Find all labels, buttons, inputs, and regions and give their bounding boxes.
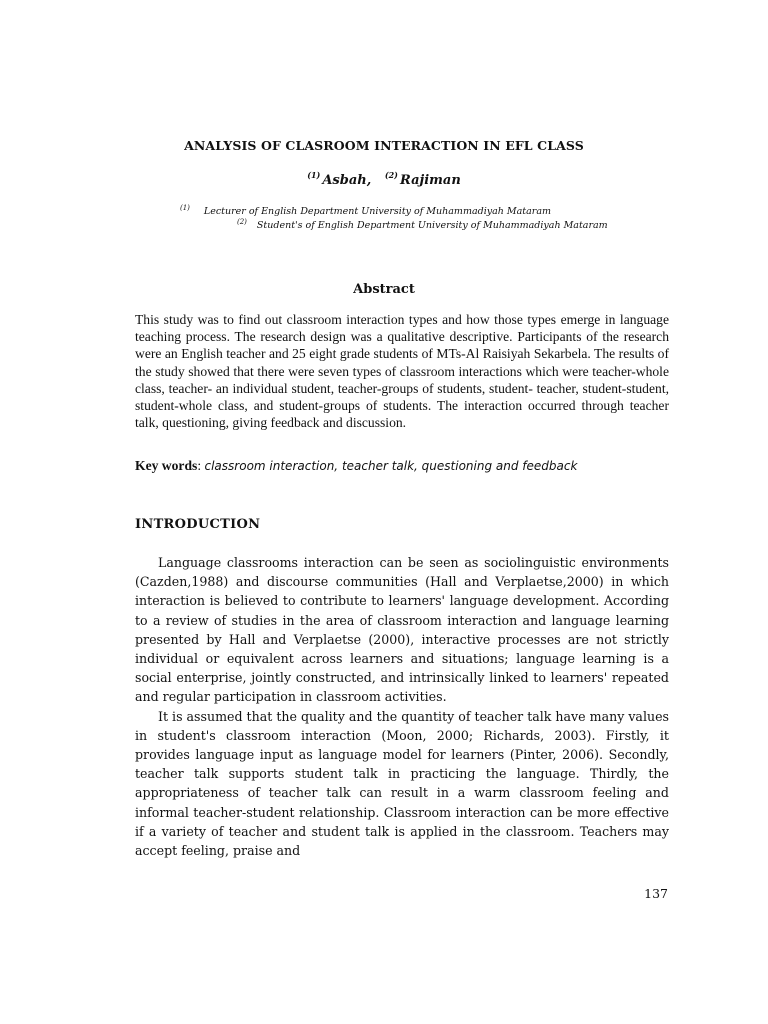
affiliation-2-text: Student's of English Department University of Muhammadiyah Mataram	[256, 220, 608, 231]
author-line	[0, 170, 768, 188]
page-number: 137	[644, 886, 668, 901]
affiliation-2-marker: (2)	[237, 218, 247, 226]
intro-paragraph: It is assumed that the quality and the quantity of teacher talk have many values in student's classroom interaction (Moon, 2000; Richards, 2003). Firstly, it provides language input as language model for learners (Pinter, 2006). Secondly, teacher talk supports student talk in practicing the language. Thirdly, the appropriateness of teacher talk can result in a warm classroom feeling and informal teacher-student relationship. Classroom interaction can be more effective if a variety of teacher and student talk is applied in the classroom. Teachers may accept feeling, praise and	[135, 708, 669, 859]
introduction-body	[135, 553, 669, 860]
abstract-text: This study was to find out classroom interaction types and how those types emerge in language teaching process. The research design was a qualitative descriptive. Participants of the research were an English teacher and 25 eight grade students of MTs-Al Raisiyah Sekarbela. The results of the study showed that there were seven types of classroom interactions which were teacher-whole class, teacher- an individual student, teacher-groups of students, student- teacher, student-student, student-whole class, and student-groups of students. The interaction occurred through teacher talk, questioning, giving feedback and discussion.	[135, 312, 669, 431]
author-2-marker: (2)	[384, 170, 398, 180]
author-1-marker: (1)	[307, 170, 321, 180]
keywords-label: Key words	[135, 458, 198, 473]
abstract-heading: Abstract	[353, 282, 415, 297]
section-heading-introduction: INTRODUCTION	[135, 517, 261, 532]
affiliation-1	[180, 204, 551, 217]
paper-title: ANALYSIS OF CLASROOM INTERACTION IN EFL CLASS	[184, 138, 584, 153]
intro-paragraph: Language classrooms interaction can be seen as sociolinguistic environments (Cazden,1988) and discourse communities (Hall and Verplaetse,2000) in which interaction is believed to contribute to learners' language development. According to a review of studies in the area of classroom interaction and language learning presented by Hall and Verplaetse (2000), interactive processes are not strictly individual or equivalent across learners and situations; language learning is a social enterprise, jointly constructed, and intrinsically linked to learners' repeated and regular participation in classroom activities.	[135, 555, 669, 705]
keywords-text: classroom interaction, teacher talk, questioning and feedback	[204, 459, 578, 473]
affiliation-2	[237, 218, 608, 231]
affiliation-1-marker: (1)	[180, 204, 190, 212]
keywords-line	[135, 458, 675, 474]
affiliation-1-text: Lecturer of English Department University of Muhammadiyah Mataram	[203, 206, 551, 217]
author-1-name: Asbah,	[322, 173, 372, 188]
keywords-separator: :	[197, 458, 202, 473]
author-2-name: Rajiman	[399, 173, 461, 188]
